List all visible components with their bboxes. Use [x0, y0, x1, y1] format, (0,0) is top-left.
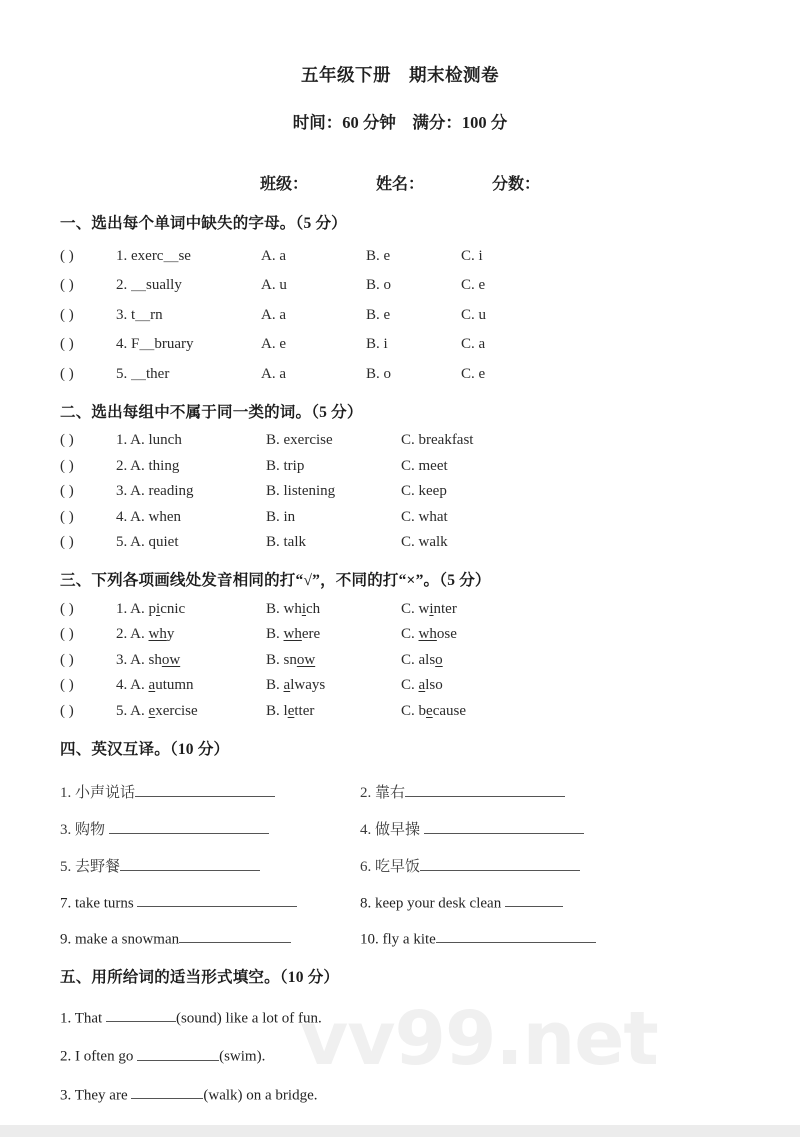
option-b[interactable]: B. exercise	[266, 432, 333, 448]
option-c[interactable]	[401, 652, 501, 669]
underlined-letters: e	[426, 702, 433, 719]
section-1-heading: 一、选出每个单词中缺失的字母。（5 分）	[60, 215, 347, 232]
question-row[interactable]	[60, 618, 740, 644]
option-a[interactable]	[116, 601, 266, 618]
option-b[interactable]: B. e	[366, 306, 391, 323]
question-row[interactable]	[60, 424, 740, 450]
option-a[interactable]: 3. A. reading	[116, 483, 194, 499]
option-b[interactable]: B. i	[366, 336, 388, 352]
text-after-underline: tter	[294, 702, 315, 719]
answer-blank[interactable]	[505, 892, 563, 907]
option-c[interactable]: C. u	[461, 306, 487, 323]
option-c[interactable]	[401, 626, 501, 643]
section-2-heading: 二、选出每组中不属于同一类的词。（5 分）	[60, 403, 363, 421]
answer-paren[interactable]: ( )	[60, 247, 74, 264]
page-subtitle: 时间：60 分钟 满分：100 分	[292, 113, 508, 132]
question-row[interactable]	[60, 324, 740, 354]
translation-item[interactable]	[60, 802, 360, 839]
text-before-underline: C.	[401, 677, 419, 693]
answer-blank[interactable]	[424, 818, 584, 833]
sentence-before-blank: 2. I often go	[60, 1048, 138, 1065]
site-watermark: vv99.net	[300, 996, 658, 1082]
underlined-letters: a	[283, 677, 291, 693]
text-after-underline: nter	[433, 600, 457, 617]
translation-item[interactable]	[360, 876, 740, 912]
option-a[interactable]: A. e	[261, 336, 286, 352]
translation-prompt: 4. 做早操	[360, 821, 424, 838]
underlined-letters: o	[435, 651, 443, 668]
question-row[interactable]	[60, 449, 740, 475]
answer-paren[interactable]: ( )	[60, 651, 74, 668]
underlined-letters: wh	[418, 626, 437, 642]
option-b[interactable]	[266, 626, 401, 643]
section-3-questions	[60, 592, 740, 720]
translation-prompt: 9. make a snowman	[60, 931, 180, 947]
text-after-underline: xercise	[155, 702, 198, 719]
question-stem: 3. t＿rn	[116, 306, 163, 323]
section-5-items	[60, 989, 740, 1104]
text-before-underline: C. b	[401, 702, 427, 719]
option-b[interactable]	[266, 652, 401, 669]
translation-prompt: 6. 吃早饭	[360, 858, 421, 875]
section-5-heading: 五、用所给词的适当形式填空。（10 分）	[60, 969, 340, 986]
text-before-underline: B.	[266, 677, 284, 693]
question-row[interactable]	[60, 475, 740, 501]
translation-prompt: 5. 去野餐	[60, 858, 121, 875]
option-c[interactable]	[401, 601, 501, 618]
answer-blank[interactable]	[420, 855, 580, 870]
question-row[interactable]	[60, 526, 740, 552]
option-c[interactable]: C. what	[401, 508, 448, 525]
answer-blank[interactable]	[135, 781, 275, 796]
text-before-underline: B. l	[266, 702, 288, 719]
option-c[interactable]	[401, 703, 501, 720]
text-before-underline: B. sn	[266, 651, 297, 668]
answer-paren[interactable]: ( )	[60, 277, 74, 293]
underlined-letters: a	[418, 677, 426, 693]
translation-prompt: 8. keep your desk clean	[360, 894, 505, 911]
text-after-underline: cnic	[160, 600, 186, 617]
question-stem: 4. F＿bruary	[116, 336, 194, 352]
option-c[interactable]: C. keep	[401, 483, 447, 499]
answer-blank[interactable]	[137, 1045, 219, 1060]
question-stem: 1. exerc＿se	[116, 247, 191, 264]
answer-blank[interactable]	[137, 892, 297, 907]
text-before-underline: C. als	[401, 651, 436, 668]
option-c[interactable]: C. i	[461, 247, 483, 264]
option-a[interactable]: 2. A. thing	[116, 457, 180, 474]
page-bottom-edge	[0, 1125, 800, 1137]
text-after-underline: ch	[306, 600, 321, 617]
sentence-before-blank: 3. They are	[60, 1086, 132, 1103]
underlined-letters: a	[148, 677, 156, 693]
question-row[interactable]	[60, 643, 740, 669]
answer-blank[interactable]	[109, 818, 269, 833]
question-row[interactable]	[60, 500, 740, 526]
field-name: 姓名：	[375, 176, 424, 193]
underlined-letters: wh	[148, 626, 167, 642]
sentence-after-blank: (swim).	[219, 1048, 266, 1065]
option-a[interactable]: A. a	[261, 306, 286, 323]
section-3-heading: 三、下列各项画线处发音相同的打“√”，不同的打“×”。（5 分）	[60, 572, 491, 589]
option-b[interactable]	[266, 601, 401, 618]
option-a[interactable]: A. a	[261, 365, 286, 382]
student-info-row	[60, 133, 740, 194]
translation-prompt: 3. 购物	[60, 821, 109, 838]
question-row[interactable]	[60, 235, 740, 265]
translation-item[interactable]	[360, 802, 740, 839]
answer-paren[interactable]: ( )	[60, 336, 74, 352]
text-after-underline: ose	[436, 626, 457, 642]
option-a[interactable]	[116, 703, 266, 720]
answer-blank[interactable]	[106, 1007, 176, 1022]
answer-paren[interactable]: ( )	[60, 306, 74, 323]
option-c[interactable]: C. meet	[401, 457, 448, 474]
answer-paren[interactable]: ( )	[60, 702, 74, 719]
option-c[interactable]: C. e	[461, 277, 486, 293]
option-a[interactable]: A. a	[261, 247, 286, 264]
question-row[interactable]	[60, 592, 740, 618]
translation-item[interactable]	[60, 876, 360, 912]
option-b[interactable]: B. trip	[266, 457, 305, 474]
text-before-underline: B. wh	[266, 600, 302, 617]
question-stem: 2. ＿sually	[116, 277, 182, 293]
translation-item[interactable]	[60, 839, 360, 876]
option-a[interactable]	[116, 677, 266, 694]
text-before-underline: C. w	[401, 600, 430, 617]
answer-blank[interactable]	[179, 928, 291, 943]
option-c[interactable]: C. breakfast	[401, 432, 474, 448]
option-a[interactable]	[116, 652, 266, 669]
option-c[interactable]: C. e	[461, 365, 486, 382]
sentence-after-blank: (sound) like a lot of fun.	[175, 1010, 322, 1027]
option-c[interactable]: C. a	[461, 336, 486, 352]
answer-paren[interactable]: ( )	[60, 600, 74, 617]
answer-blank[interactable]	[131, 1084, 203, 1099]
fill-in-row[interactable]	[60, 1066, 740, 1104]
page-title: 五年级下册 期末检测卷	[301, 65, 499, 85]
question-row[interactable]	[60, 294, 740, 324]
option-a[interactable]: 4. A. when	[116, 508, 181, 525]
sentence-after-blank: (walk) on a bridge.	[203, 1086, 318, 1103]
section-4-items	[60, 761, 740, 949]
text-after-underline: ere	[301, 626, 321, 642]
translation-item[interactable]	[60, 912, 360, 948]
underlined-letters: ow	[296, 651, 316, 668]
translation-item[interactable]	[360, 839, 740, 876]
answer-paren[interactable]: ( )	[60, 457, 74, 474]
question-row[interactable]	[60, 353, 740, 383]
option-b[interactable]	[266, 703, 401, 720]
question-row[interactable]	[60, 265, 740, 295]
answer-paren[interactable]: ( )	[60, 508, 74, 525]
text-before-underline: 1. A. p	[116, 600, 157, 617]
option-b[interactable]: B. o	[366, 365, 392, 382]
section-1-questions	[60, 235, 740, 383]
section-2-questions	[60, 424, 740, 552]
question-row[interactable]	[60, 669, 740, 695]
field-score: 分数：	[492, 176, 541, 193]
underlined-letters: wh	[283, 626, 302, 642]
question-row[interactable]	[60, 694, 740, 720]
answer-blank[interactable]	[436, 928, 596, 943]
translation-item[interactable]	[60, 765, 360, 802]
answer-blank[interactable]	[120, 855, 260, 870]
option-b[interactable]: B. talk	[266, 534, 306, 550]
fill-in-row[interactable]	[60, 989, 740, 1027]
option-a[interactable]: 5. A. quiet	[116, 534, 179, 550]
underlined-letters: i	[156, 600, 161, 617]
underlined-letters: e	[148, 702, 156, 719]
option-a[interactable]: A. u	[261, 277, 287, 293]
text-after-underline: lso	[425, 677, 443, 693]
option-b[interactable]: B. e	[366, 247, 391, 264]
text-before-underline: B.	[266, 626, 284, 642]
option-b[interactable]: B. in	[266, 508, 296, 525]
option-c[interactable]: C. walk	[401, 534, 448, 550]
fill-in-row[interactable]	[60, 1027, 740, 1065]
option-a[interactable]	[116, 626, 266, 643]
sentence-before-blank: 1. That	[60, 1010, 106, 1027]
answer-paren[interactable]: ( )	[60, 365, 74, 382]
text-after-underline: cause	[432, 702, 466, 719]
section-4-heading: 四、英汉互译。（10 分）	[60, 740, 230, 758]
translation-item[interactable]	[360, 912, 740, 948]
answer-paren[interactable]: ( )	[60, 432, 74, 448]
answer-paren[interactable]: ( )	[60, 483, 74, 499]
answer-paren[interactable]: ( )	[60, 534, 74, 550]
text-before-underline: 4. A.	[116, 677, 149, 693]
text-before-underline: 2. A.	[116, 626, 149, 642]
option-c[interactable]	[401, 677, 501, 694]
option-a[interactable]: 1. A. lunch	[116, 432, 182, 448]
text-before-underline: 5. A.	[116, 702, 149, 719]
option-b[interactable]	[266, 677, 401, 694]
answer-paren[interactable]: ( )	[60, 626, 74, 642]
text-after-underline: utumn	[155, 677, 194, 693]
text-before-underline: C.	[401, 626, 419, 642]
translation-prompt: 10. fly a kite	[360, 931, 436, 947]
translation-prompt: 7. take turns	[60, 894, 138, 911]
option-b[interactable]: B. listening	[266, 483, 336, 499]
text-before-underline: 3. A. sh	[116, 651, 162, 668]
field-class: 班级：	[259, 176, 308, 193]
text-after-underline: y	[166, 626, 175, 642]
translation-prompt: 2. 靠右	[360, 784, 406, 801]
translation-prompt: 1. 小声说话	[60, 784, 136, 801]
underlined-letters: i	[429, 600, 434, 617]
underlined-letters: ow	[161, 651, 181, 668]
question-stem: 5. ＿ther	[116, 365, 170, 382]
underlined-letters: i	[301, 600, 307, 617]
option-b[interactable]: B. o	[366, 277, 392, 293]
translation-item[interactable]	[360, 765, 740, 802]
answer-paren[interactable]: ( )	[60, 677, 74, 693]
answer-blank[interactable]	[405, 781, 565, 796]
underlined-letters: e	[287, 702, 295, 719]
text-after-underline: lways	[290, 677, 326, 693]
